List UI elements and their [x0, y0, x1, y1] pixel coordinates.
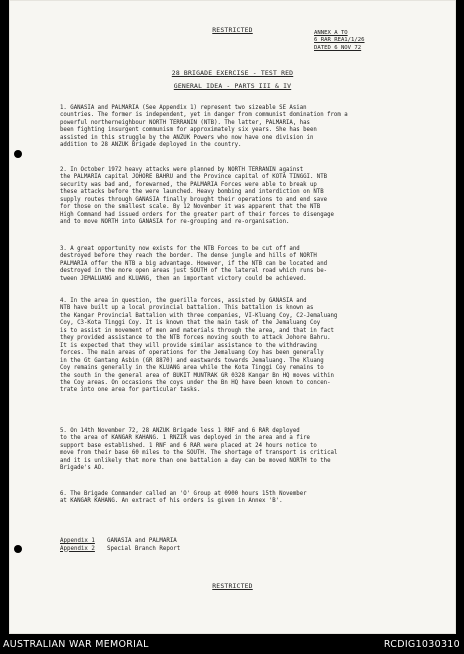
appendix-row: [60, 546, 180, 554]
annex-line: 6 RAR REA1/1/26: [314, 37, 365, 44]
paragraph-4: 4. In the area in question, the guerilla forces, assisted by GANASIA and NTB have built up a local provincial battalion. This battalion is known as the Kangar Provincial Battalion with three companies, VI-Kluang Coy, C2-Jemaluang Coy, C3-Kota Tinggi Coy. It is known that the main task of the Jemaluang Coy is to assist in movement of men and materials through the area, and that in fact they provided assistance to the NTB forces moving south to attack Johore Bahru. It is expected that they will provide similar assistance to the withdrawing forces. The main areas of operations for the Jemaluang Coy has been generally in the Gt Gantang Asbin (GR 8870) and eastwards towards Jemaluang. The Kluang Coy remains generally in the KLUANG area while the Kota Tinggi Coy remains to the south in the general area of BUKIT MUNTRAK GR 0328 Kangar Bn HQ moves within the Coy areas. On occasions the coys under the Bn HQ have been known to concen- trate into one area for particular tasks.: [60, 298, 338, 394]
punch-hole: [14, 545, 22, 553]
document-subtitle: GENERAL IDEA - PARTS III & IV: [173, 82, 292, 90]
paragraph-2: 2. In October 1972 heavy attacks were planned by NORTH TERRANIN against the PALMARIA capital JOHORE BAHRU and the Province capital of KOTA TINGGI. NTB security was bad and, forewarned, the PALMARIA Forces were able to break up these attacks before the were launched. Heavy bombing and interdiction on NTB supply routes through GANASIA finally brought their operations to and end save for those on the smallest scale. By 12 November it was apparent that the NTB High Command had issued orders for the greater part of their forces to disengage and to move NORTH into GANASIA for re-grouping and re-organisation.: [60, 167, 334, 226]
paragraph-3: 3. A great opportunity now exists for the NTB Forces to be cut off and destroyed before they reach the border. The dense jungle and hills of NORTH PALMARIA offer the NTB a big advantage. However, if the NTB can be located and destroyed in the more open areas just SOUTH of the lateral road which runs be- tween JEMALUANG and KLUANG, then an important victory could be achieved.: [60, 246, 328, 282]
record-id: RCDIG1030310: [383, 639, 460, 650]
appendix-label: Appendix 2: [60, 545, 95, 552]
paragraph-6: 6. The Brigade Commander called an 'O' Group at 0900 hours 15th November at KANGAR KAHANG. An extract of his orders is given in Annex 'B'.: [60, 491, 307, 505]
document-page: [9, 0, 456, 634]
institution-name: AUSTRALIAN WAR MEMORIAL: [3, 639, 149, 650]
appendix-text: GANASIA and PALMARIA: [107, 538, 177, 544]
appendix-row: [60, 538, 180, 546]
punch-hole: [14, 150, 22, 158]
classification-footer: RESTRICTED: [212, 582, 253, 590]
appendix-list: [60, 538, 180, 553]
paragraph-1: 1. GANASIA and PALMARIA (See Appendix 1) represent two sizeable SE Asian countries. The former is independent, yet in danger from communist domination from a powerful northerneighbour NORTH TERRANIN (NTB). The latter, PALMARIA, has been fighting insurgent communism for approximately six years. She has been assisted in this struggle by the ANZUK Powers who now have one division in addition to 28 ANZUK Brigade deployed in the country.: [60, 105, 348, 149]
annex-line: DATED 6 NOV 72: [314, 44, 362, 51]
archive-footer-bar: [0, 634, 464, 654]
classification-header: RESTRICTED: [212, 26, 253, 34]
annex-reference: [314, 30, 365, 52]
appendix-text: Special Branch Report: [107, 545, 181, 552]
document-title: 28 BRIGADE EXERCISE - TEST RED: [171, 69, 294, 77]
appendix-label: Appendix 1: [60, 538, 95, 544]
paragraph-5: 5. On 14th November 72, 28 ANZUK Brigade less 1 RNF and 6 RAR deployed to the area of KANGAR KAHANG. 1 RNZIR was deployed in the area and a fire support base established. 1 RNF and 6 RAR were placed at 24 hours notice to move from their base 60 miles to the SOUTH. The shortage of transport is critical and it is unlikely that more than one battalion a day can be moved NORTH to the Brigade's AO.: [60, 428, 338, 472]
annex-line: ANNEX A TO: [314, 30, 348, 36]
